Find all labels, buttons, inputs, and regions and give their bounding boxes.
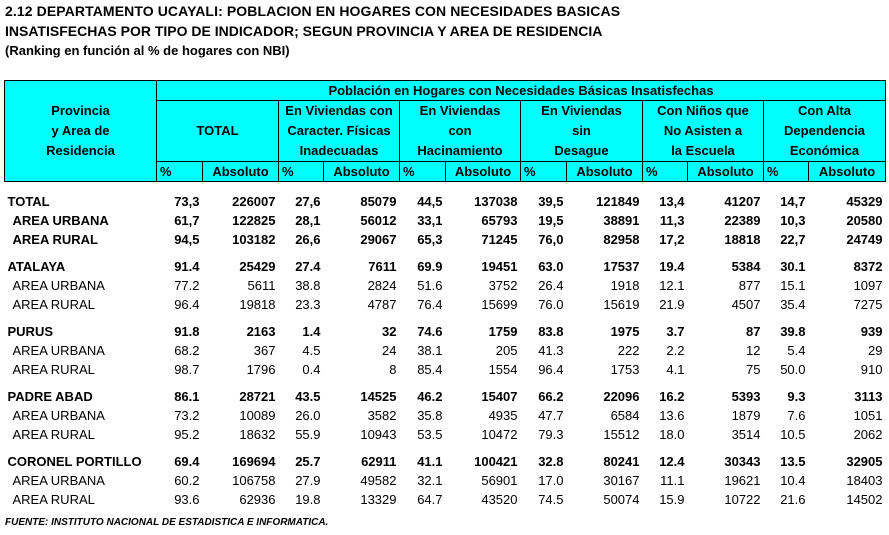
- pct-cell: 25.7: [295, 454, 321, 469]
- absolute-cell: 20580: [846, 213, 883, 228]
- pct-cell: 14,7: [780, 194, 806, 209]
- pct-column-header: %: [643, 162, 688, 182]
- pct-cell: 19,5: [538, 213, 564, 228]
- pct-cell: 95.2: [174, 427, 200, 442]
- pct-cell: 51.6: [417, 278, 443, 293]
- absolute-cell: 14502: [846, 492, 883, 507]
- pct-cell: 17.0: [538, 473, 564, 488]
- absolute-cell: 10943: [360, 427, 397, 442]
- pct-cell: 83.8: [538, 324, 564, 339]
- pct-cell: 5.4: [787, 343, 806, 358]
- absolute-cell: 62936: [239, 492, 276, 507]
- pct-cell: 27.9: [295, 473, 321, 488]
- absolute-cell: 10472: [481, 427, 518, 442]
- pct-cell: 60.2: [174, 473, 200, 488]
- absolute-cell: 19621: [724, 473, 761, 488]
- title-block: [5, 1, 620, 60]
- absolute-cell: 2824: [367, 278, 397, 293]
- pct-column-header: %: [400, 162, 446, 182]
- absolute-cell: 4787: [367, 297, 397, 312]
- table-row: [5, 387, 886, 406]
- table-row: [5, 341, 886, 360]
- pct-cell: 68.2: [174, 343, 200, 358]
- group-header-line: Caracter. Físicas: [287, 123, 391, 138]
- absolute-cell: 65793: [481, 213, 518, 228]
- pct-cell: 11.1: [660, 473, 685, 488]
- row-label: ATALAYA: [7, 259, 66, 274]
- table-row: [5, 276, 886, 295]
- row-label: AREA RURAL: [12, 232, 98, 247]
- pct-cell: 63.0: [538, 259, 564, 274]
- pct-column-header: %: [764, 162, 809, 182]
- pct-cell: 28,1: [295, 213, 321, 228]
- pct-cell: 91.8: [174, 324, 200, 339]
- pct-cell: 94,5: [174, 232, 200, 247]
- absolute-cell: 56012: [360, 213, 397, 228]
- group-header-line: Dependencia: [784, 123, 865, 138]
- absolute-cell: 5384: [731, 259, 761, 274]
- absolute-cell: 4507: [731, 297, 761, 312]
- absolute-cell: 1097: [853, 278, 883, 293]
- pct-cell: 96.4: [174, 297, 200, 312]
- absolute-cell: 18632: [239, 427, 276, 442]
- absolute-cell: 56901: [481, 473, 518, 488]
- row-label: AREA URBANA: [12, 213, 109, 228]
- group-header-line: Hacinamiento: [417, 143, 503, 158]
- absolute-cell: 80241: [603, 454, 640, 469]
- pct-cell: 46.2: [417, 389, 443, 404]
- row-label: TOTAL: [7, 194, 50, 209]
- pct-cell: 10.5: [780, 427, 806, 442]
- spacer: [5, 379, 886, 387]
- row-label: AREA RURAL: [12, 362, 95, 377]
- pct-cell: 12.4: [659, 454, 685, 469]
- absolute-cell: 4935: [488, 408, 518, 423]
- spacer: [5, 182, 886, 193]
- row-label: AREA RURAL: [12, 297, 95, 312]
- pct-cell: 76.0: [538, 297, 564, 312]
- table-row: [5, 406, 886, 425]
- province-header-line: Provincia: [51, 103, 110, 118]
- pct-cell: 19.8: [295, 492, 321, 507]
- pct-column-header: %: [521, 162, 567, 182]
- pct-cell: 15.9: [659, 492, 685, 507]
- pct-cell: 10.4: [780, 473, 806, 488]
- absolute-cell: 205: [495, 343, 518, 358]
- pct-cell: 13.6: [659, 408, 685, 423]
- table-row: [5, 452, 886, 471]
- group-header-line: con: [448, 123, 472, 138]
- absolute-cell: 22389: [724, 213, 761, 228]
- pct-cell: 61,7: [174, 213, 200, 228]
- absolute-cell: 2062: [853, 427, 883, 442]
- pct-cell: 74.5: [538, 492, 564, 507]
- pct-cell: 3.7: [666, 324, 685, 339]
- absolute-cell: 71245: [481, 232, 518, 247]
- absolute-cell: 18818: [724, 232, 761, 247]
- group-header: [400, 101, 521, 162]
- table-row: [5, 257, 886, 276]
- absolute-cell: 24749: [846, 232, 883, 247]
- pct-cell: 21.6: [780, 492, 806, 507]
- group-header-line: sin: [572, 123, 591, 138]
- pct-cell: 39.8: [780, 324, 806, 339]
- absolute-cell: 121849: [596, 194, 640, 209]
- absolute-cell: 1879: [731, 408, 761, 423]
- absolute-cell: 18403: [846, 473, 883, 488]
- absolute-cell: 3113: [854, 389, 883, 404]
- absolute-column-header: Absoluto: [446, 162, 521, 182]
- absolute-column-header: Absoluto: [809, 162, 886, 182]
- title-line-2: INSATISFECHAS POR TIPO DE INDICADOR; SEGUN PROVINCIA Y AREA DE RESIDENCIA: [5, 23, 603, 39]
- absolute-cell: 82958: [603, 232, 640, 247]
- title-line-3: (Ranking en función al % de hogares con NBI): [5, 43, 290, 58]
- absolute-cell: 25429: [239, 259, 276, 274]
- absolute-cell: 106758: [232, 473, 276, 488]
- pct-cell: 4.5: [302, 343, 321, 358]
- absolute-cell: 87: [746, 324, 761, 339]
- absolute-cell: 3752: [488, 278, 518, 293]
- pct-cell: 93.6: [174, 492, 200, 507]
- absolute-cell: 12: [746, 343, 761, 358]
- absolute-column-header: Absoluto: [203, 162, 279, 182]
- pct-column-header: %: [279, 162, 324, 182]
- absolute-cell: 30343: [724, 454, 761, 469]
- table-row: [5, 322, 886, 341]
- absolute-cell: 19818: [239, 297, 276, 312]
- absolute-cell: 62911: [361, 454, 397, 469]
- pct-cell: 74.6: [417, 324, 443, 339]
- group-header: [279, 101, 400, 162]
- absolute-cell: 75: [746, 362, 761, 377]
- pct-cell: 10,3: [780, 213, 806, 228]
- pct-cell: 32.8: [538, 454, 564, 469]
- spacer: [5, 314, 886, 322]
- absolute-cell: 169694: [232, 454, 276, 469]
- absolute-cell: 8: [389, 362, 397, 377]
- group-header-line: En Viviendas: [419, 103, 501, 118]
- absolute-cell: 122825: [232, 213, 276, 228]
- absolute-cell: 41207: [724, 194, 761, 209]
- absolute-cell: 50074: [603, 492, 640, 507]
- super-header: Población en Hogares con Necesidades Básicas Insatisfechas: [157, 81, 886, 101]
- group-header: [157, 101, 279, 162]
- row-label: CORONEL PORTILLO: [7, 454, 142, 469]
- absolute-cell: 910: [860, 362, 883, 377]
- pct-cell: 43.5: [295, 389, 321, 404]
- pct-cell: 33,1: [417, 213, 443, 228]
- absolute-cell: 13329: [360, 492, 397, 507]
- absolute-cell: 1796: [246, 362, 276, 377]
- row-label: AREA URBANA: [12, 278, 105, 293]
- pct-cell: 7.6: [787, 408, 806, 423]
- group-header: [643, 101, 764, 162]
- pct-cell: 66.2: [538, 389, 564, 404]
- absolute-column-header: Absoluto: [324, 162, 400, 182]
- table-row: [5, 360, 886, 379]
- pct-cell: 86.1: [174, 389, 200, 404]
- absolute-cell: 103182: [232, 232, 276, 247]
- absolute-column-header: Absoluto: [688, 162, 764, 182]
- pct-cell: 22,7: [780, 232, 806, 247]
- absolute-cell: 1554: [488, 362, 518, 377]
- pct-cell: 21.9: [659, 297, 685, 312]
- pct-cell: 13,4: [659, 194, 685, 209]
- absolute-cell: 1759: [488, 324, 518, 339]
- absolute-cell: 6584: [610, 408, 640, 423]
- pct-cell: 26.4: [538, 278, 564, 293]
- table-row: [5, 471, 886, 490]
- pct-cell: 41.1: [417, 454, 443, 469]
- nbi-table: [4, 80, 886, 509]
- absolute-cell: 1975: [610, 324, 640, 339]
- group-header-line: En Viviendas: [541, 103, 622, 118]
- absolute-cell: 226007: [232, 194, 276, 209]
- province-header-line: y Area de: [51, 123, 110, 138]
- pct-cell: 64.7: [417, 492, 443, 507]
- group-header: [764, 101, 886, 162]
- pct-cell: 23.3: [295, 297, 321, 312]
- absolute-cell: 43520: [481, 492, 518, 507]
- pct-cell: 65,3: [417, 232, 443, 247]
- absolute-cell: 137038: [474, 194, 518, 209]
- absolute-cell: 7275: [853, 297, 883, 312]
- pct-cell: 2.2: [666, 343, 685, 358]
- absolute-cell: 3514: [731, 427, 761, 442]
- absolute-cell: 8372: [853, 259, 883, 274]
- pct-cell: 27.4: [295, 259, 321, 274]
- pct-cell: 76,0: [538, 232, 564, 247]
- absolute-cell: 14525: [360, 389, 397, 404]
- pct-cell: 77.2: [174, 278, 200, 293]
- row-label: AREA URBANA: [12, 408, 105, 423]
- absolute-cell: 1918: [610, 278, 640, 293]
- pct-cell: 12.1: [659, 278, 685, 293]
- group-header: [521, 101, 643, 162]
- pct-cell: 9.3: [787, 389, 806, 404]
- pct-cell: 44,5: [417, 194, 443, 209]
- absolute-cell: 15407: [481, 389, 518, 404]
- absolute-cell: 5611: [247, 278, 276, 293]
- absolute-cell: 28721: [239, 389, 276, 404]
- absolute-cell: 49582: [360, 473, 397, 488]
- absolute-cell: 19451: [481, 259, 518, 274]
- pct-cell: 79.3: [538, 427, 564, 442]
- absolute-cell: 15619: [603, 297, 640, 312]
- absolute-cell: 24: [382, 343, 397, 358]
- pct-cell: 38.8: [295, 278, 321, 293]
- pct-cell: 91.4: [174, 259, 200, 274]
- row-label: AREA RURAL: [12, 427, 95, 442]
- pct-cell: 30.1: [780, 259, 806, 274]
- table-row: [5, 192, 886, 211]
- spacer: [5, 444, 886, 452]
- absolute-cell: 32: [382, 324, 397, 339]
- absolute-cell: 17537: [603, 259, 640, 274]
- pct-cell: 39,5: [538, 194, 564, 209]
- absolute-column-header: Absoluto: [567, 162, 643, 182]
- pct-cell: 47.7: [538, 408, 564, 423]
- group-header-line: En Viviendas con: [285, 103, 393, 118]
- absolute-cell: 15512: [603, 427, 640, 442]
- pct-cell: 35.8: [417, 408, 443, 423]
- absolute-cell: 85079: [360, 194, 397, 209]
- absolute-cell: 877: [738, 278, 761, 293]
- pct-cell: 17,2: [659, 232, 685, 247]
- absolute-cell: 22096: [603, 389, 640, 404]
- absolute-cell: 45329: [846, 194, 883, 209]
- pct-cell: 13.5: [780, 454, 806, 469]
- row-label: AREA RURAL: [12, 492, 95, 507]
- pct-cell: 26.0: [295, 408, 321, 423]
- absolute-cell: 100421: [474, 454, 518, 469]
- province-header-line: Residencia: [46, 143, 115, 158]
- absolute-cell: 3582: [367, 408, 397, 423]
- absolute-cell: 10722: [724, 492, 761, 507]
- pct-cell: 1.4: [302, 324, 321, 339]
- source-note: FUENTE: INSTITUTO NACIONAL DE ESTADISTICA E INFORMATICA.: [5, 517, 329, 528]
- pct-cell: 0.4: [302, 362, 321, 377]
- absolute-cell: 222: [617, 343, 640, 358]
- pct-cell: 32.1: [417, 473, 443, 488]
- row-label: AREA URBANA: [12, 343, 105, 358]
- pct-cell: 16.2: [659, 389, 685, 404]
- title-line-1: 2.12 DEPARTAMENTO UCAYALI: POBLACION EN HOGARES CON NECESIDADES BASICAS: [5, 3, 621, 19]
- absolute-cell: 29067: [360, 232, 397, 247]
- absolute-cell: 367: [253, 343, 276, 358]
- absolute-cell: 32905: [846, 454, 883, 469]
- group-header-line: TOTAL: [196, 123, 239, 138]
- group-header-line: Inadecuadas: [299, 143, 379, 158]
- absolute-cell: 1753: [610, 362, 640, 377]
- absolute-cell: 30167: [603, 473, 640, 488]
- group-header-line: Desague: [554, 143, 609, 158]
- pct-cell: 98.7: [174, 362, 200, 377]
- absolute-cell: 15699: [481, 297, 518, 312]
- spacer: [5, 249, 886, 257]
- pct-cell: 73.2: [174, 408, 200, 423]
- pct-cell: 38.1: [417, 343, 443, 358]
- pct-cell: 69.9: [417, 259, 443, 274]
- absolute-cell: 939: [860, 324, 883, 339]
- pct-cell: 19.4: [659, 259, 685, 274]
- absolute-cell: 7611: [368, 259, 397, 274]
- pct-cell: 50.0: [780, 362, 806, 377]
- pct-cell: 85.4: [417, 362, 443, 377]
- pct-cell: 35.4: [780, 297, 806, 312]
- pct-cell: 96.4: [538, 362, 564, 377]
- row-label: AREA URBANA: [12, 473, 105, 488]
- absolute-cell: 10089: [239, 408, 276, 423]
- pct-cell: 76.4: [417, 297, 443, 312]
- absolute-cell: 1051: [853, 408, 883, 423]
- group-header-line: No Asisten a: [663, 123, 743, 138]
- absolute-cell: 5393: [731, 389, 761, 404]
- pct-cell: 73,3: [174, 194, 200, 209]
- pct-column-header: %: [157, 162, 203, 182]
- pct-cell: 15.1: [780, 278, 806, 293]
- row-label: PADRE ABAD: [7, 389, 93, 404]
- absolute-cell: 29: [868, 343, 883, 358]
- province-header: [5, 81, 157, 182]
- row-label: PURUS: [7, 324, 54, 339]
- pct-cell: 27,6: [295, 194, 321, 209]
- absolute-cell: 2163: [246, 324, 276, 339]
- table-row: [5, 295, 886, 314]
- table-row: [5, 211, 886, 230]
- table-row: [5, 425, 886, 444]
- table-row: [5, 490, 886, 509]
- pct-cell: 11,3: [659, 213, 685, 228]
- pct-cell: 4.1: [666, 362, 685, 377]
- absolute-cell: 38891: [603, 213, 640, 228]
- pct-cell: 26,6: [295, 232, 321, 247]
- group-header-line: Con Alta: [798, 103, 851, 118]
- table-row: [5, 230, 886, 249]
- group-header-line: Económica: [789, 143, 860, 158]
- pct-cell: 69.4: [174, 454, 200, 469]
- group-header-line: Con Niños que: [657, 103, 749, 118]
- group-header-line: la Escuela: [671, 143, 735, 158]
- pct-cell: 41.3: [538, 343, 564, 358]
- pct-cell: 55.9: [295, 427, 321, 442]
- pct-cell: 18.0: [659, 427, 685, 442]
- pct-cell: 53.5: [417, 427, 443, 442]
